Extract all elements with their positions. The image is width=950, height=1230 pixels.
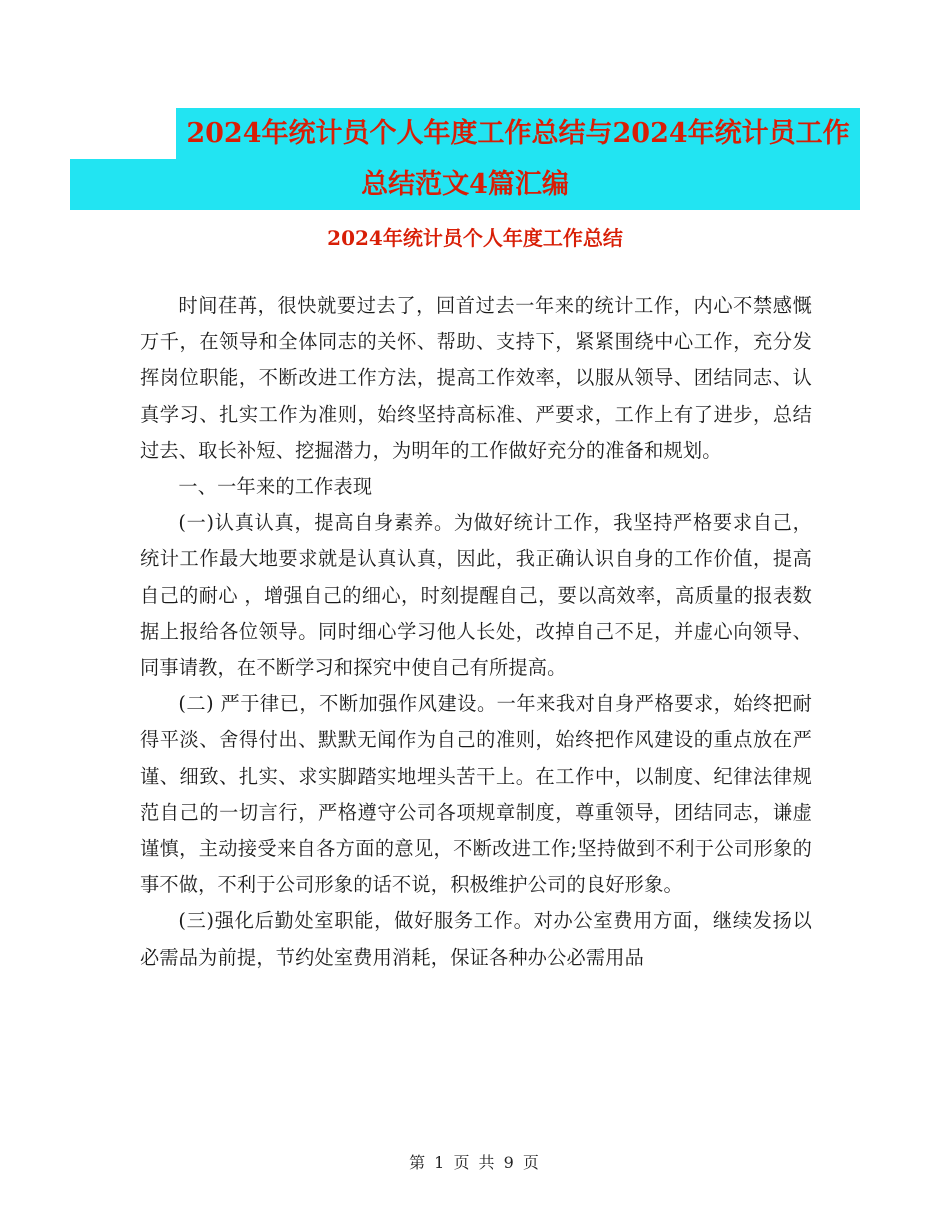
document-body <box>140 288 812 976</box>
paragraph: (三)强化后勤处室职能，做好服务工作。对办公室费用方面，继续发扬以必需品为前提，节约处室费用消耗，保证各种办公必需用品 <box>140 909 812 969</box>
document-title-line-1: 2024年统计员个人年度工作总结与2024年统计员工作 <box>176 108 860 159</box>
document-title-line-2: 总结范文4篇汇编 <box>70 159 860 210</box>
page-number-footer: 第 1 页 共 9 页 <box>409 1153 541 1172</box>
document-title <box>140 108 860 210</box>
paragraph: (二) 严于律已，不断加强作风建设。一年来我对自身严格要求，始终把耐得平淡、舍得付出、默默无闻作为自己的准则，始终把作风建设的重点放在严谨、细致、扎实、求实脚踏实地埋头苦干上。在工作中，以制度、纪律法律规范自己的一切言行，严格遵守公司各项规章制度，尊重领导，团结同志，谦虚谨慎，主动接受来自各方面的意见，不断改进工作;坚持做到不利于公司形象的事不做，不利于公司形象的话不说，积极维护公司的良好形象。 <box>140 692 812 897</box>
paragraph: 一、一年来的工作表现 <box>178 475 373 499</box>
section-title: 2024年统计员个人年度工作总结 <box>327 226 623 250</box>
paragraph: (一)认真认真，提高自身素养。为做好统计工作，我坚持严格要求自己，统计工作最大地要求就是认真认真，因此，我正确认识自身的工作价值，提高自己的耐心 ，增强自己的细心，时刻提醒自己，要以高效率，高质量的报表数据上报给各位领导。同时细心学习他人长处，改掉自己不足，并虚心向领导、同事请教，在不断学习和探究中使自己有所提高。 <box>140 511 812 680</box>
paragraph: 时间荏苒，很快就要过去了，回首过去一年来的统计工作，内心不禁感慨万千，在领导和全体同志的关怀、帮助、支持下，紧紧围绕中心工作，充分发挥岗位职能，不断改进工作方法，提高工作效率，以服从领导、团结同志、认真学习、扎实工作为准则，始终坚持高标准、严要求，工作上有了进步，总结过去、取长补短、挖掘潜力，为明年的工作做好充分的准备和规划。 <box>140 294 812 462</box>
